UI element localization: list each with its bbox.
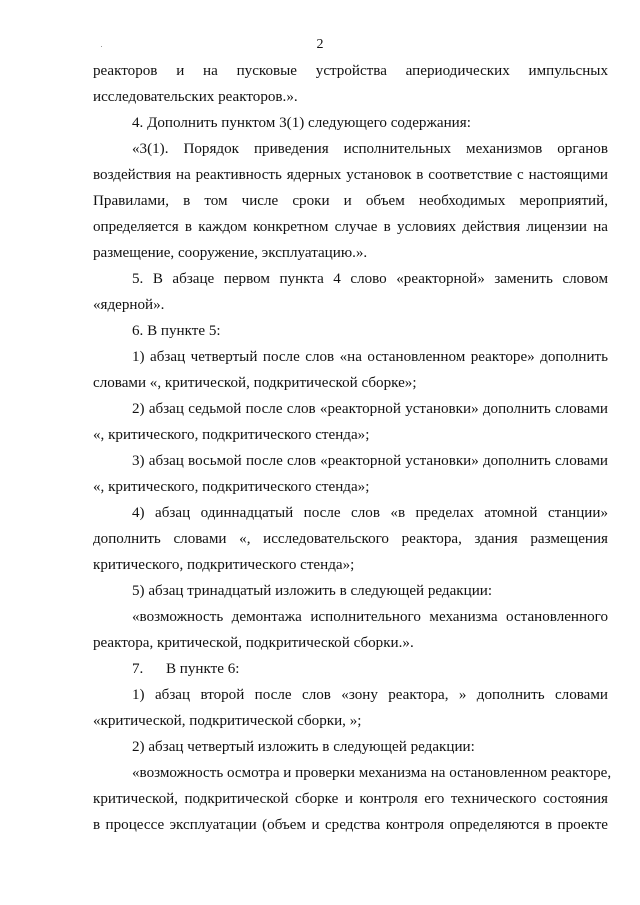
text-line: реакторов и на пусковые устройства апериодических импульсных	[93, 63, 608, 79]
text-line: определяется в каждом конкретном случае в условиях действия лицензии на	[93, 219, 608, 235]
text-line: «возможность демонтажа исполнительного механизма остановленного	[132, 609, 608, 625]
text-line: «ядерной».	[93, 297, 165, 313]
text-line: 3) абзац восьмой после слов «реакторной установки» дополнить словами	[132, 453, 608, 469]
text-line: 1) абзац второй после слов «зону реактора, » дополнить словами	[132, 687, 608, 703]
text-line: 4) абзац одиннадцатый после слов «в пределах атомной станции»	[132, 505, 608, 521]
text-line: 1) абзац четвертый после слов «на остановленном реакторе» дополнить	[132, 349, 608, 365]
text-line: 4. Дополнить пунктом 3(1) следующего содержания:	[132, 115, 471, 131]
text-line: словами «, критической, подкритической сборке»;	[93, 375, 417, 391]
text-line: критической, подкритической сборке и контроля его технического состояния	[93, 791, 608, 807]
page-number: 2	[316, 37, 324, 52]
text-line: размещение, сооружение, эксплуатацию.».	[93, 245, 368, 261]
text-line: воздействия на реактивность ядерных установок в соответствие с настоящими	[93, 167, 608, 183]
text-line: критического, подкритического стенда»;	[93, 557, 355, 573]
text-line: Правилами, в том числе сроки и объем необходимых мероприятий,	[93, 193, 608, 209]
text-line: «возможность осмотра и проверки механизма на остановленном реакторе,	[132, 765, 612, 781]
text-line: «критической, подкритической сборки, »;	[93, 713, 362, 729]
text-line: 2) абзац седьмой после слов «реакторной установки» дополнить словами	[132, 401, 608, 417]
text-line: 5. В абзаце первом пункта 4 слово «реакторной» заменить словом	[132, 271, 608, 287]
text-line: «, критического, подкритического стенда»;	[93, 479, 370, 495]
text-line: «, критического, подкритического стенда»;	[93, 427, 370, 443]
text-line: 5) абзац тринадцатый изложить в следующей редакции:	[132, 583, 493, 599]
text-line: 2) абзац четвертый изложить в следующей редакции:	[132, 739, 475, 755]
text-line: исследовательских реакторов.».	[93, 89, 298, 105]
text-line: «3(1). Порядок приведения исполнительных механизмов органов	[132, 141, 608, 157]
text-line: дополнить словами «, исследовательского реактора, здания размещения	[93, 531, 608, 547]
text-line: 6. В пункте 5:	[132, 323, 221, 339]
text-line: 7. В пункте 6:	[132, 661, 240, 677]
scan-speck	[101, 46, 102, 47]
text-line: реактора, критической, подкритической сборки.».	[93, 635, 414, 651]
text-line: в процессе эксплуатации (объем и средства контроля определяются в проекте	[93, 817, 608, 833]
